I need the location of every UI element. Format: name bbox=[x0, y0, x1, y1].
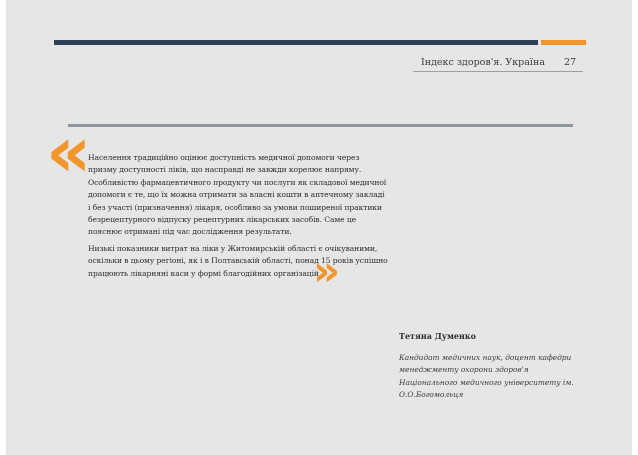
running-header bbox=[6, 56, 632, 70]
author-block bbox=[399, 330, 579, 402]
header-accent-bar-dark bbox=[54, 40, 538, 45]
document-page bbox=[6, 0, 632, 455]
header-divider bbox=[413, 71, 583, 72]
author-title: Кандидат медичних наук, доцент кафедри менеджменту охорони здоров'я Національного медичного університету ім. О.О.Богомольця bbox=[399, 353, 574, 400]
section-divider bbox=[68, 124, 573, 127]
quote-paragraph-1: Населення традиційно оцінює доступність медичної допомоги через призму доступності ліків, що насправді не завжди корелює напряму. Особливістю фармацевтичного продукту чи послуги як складової медичної допомоги є те, що їх можна отримати за власні кошти в аптечному закладі і без участі (призначення) лікаря, особливо за умови поширеної практики безрецептурного відпуску рецептурних лікарських засобів. Саме це пояснює отримані під час дослідження результати. bbox=[88, 153, 387, 237]
author-name: Тетяна Думенко bbox=[399, 331, 476, 341]
header-title: Індекс здоров'я. Україна bbox=[421, 57, 545, 68]
header-accent-bar-orange bbox=[541, 40, 586, 45]
close-quote-icon: » bbox=[313, 246, 341, 295]
quote-text bbox=[88, 152, 388, 284]
open-quote-icon: « bbox=[46, 111, 92, 193]
quote-paragraph-2: Низькі показники витрат на ліки у Житомирській області є очікуваними, оскільки в цьому регіоні, як і в Полтавській області, понад 15 років успішно працюють лікарняні каси у формі благодійних організацій. bbox=[88, 243, 388, 278]
page-number: 27 bbox=[564, 57, 577, 68]
